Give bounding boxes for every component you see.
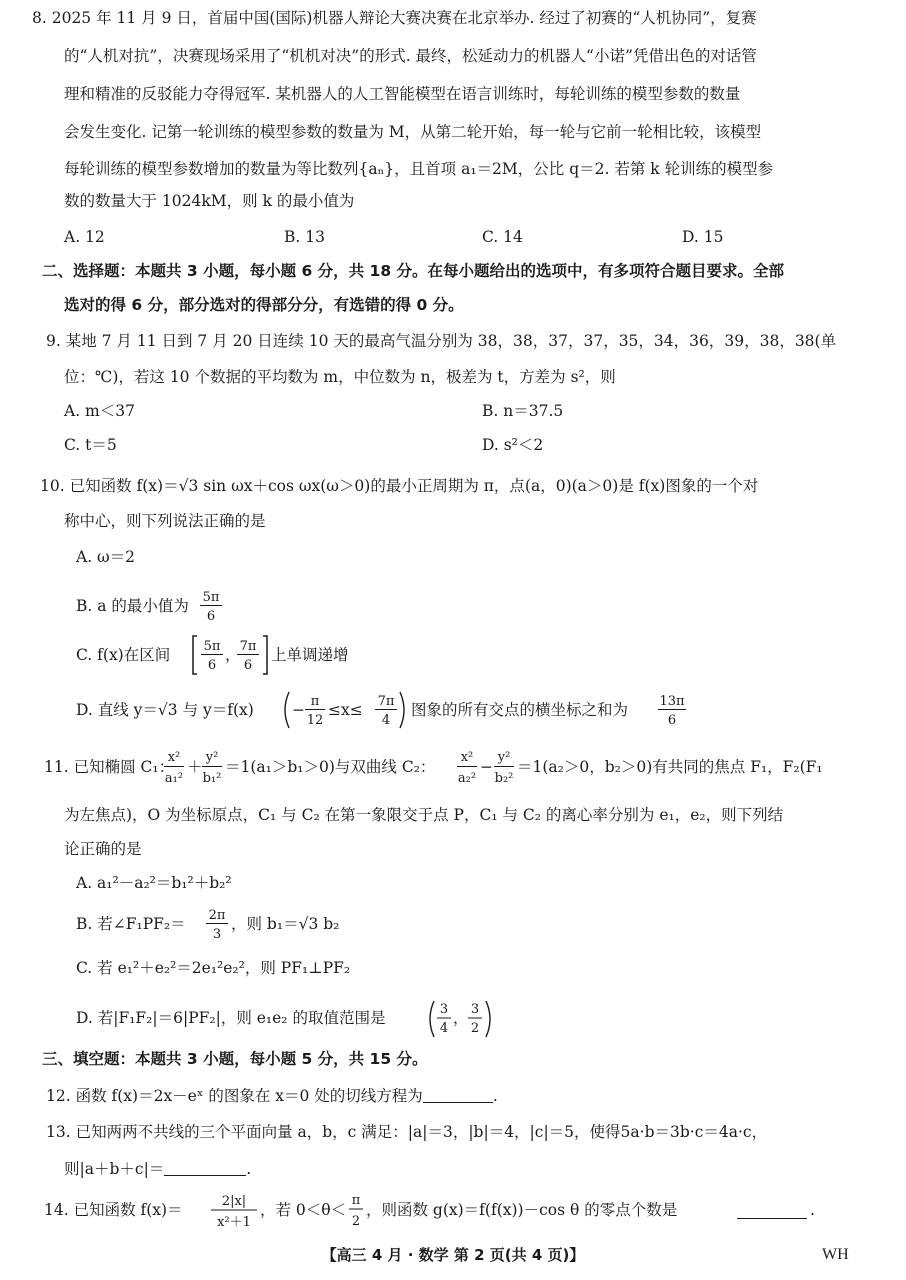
fraction-numerator: y² (205, 750, 219, 765)
q13-line: 13. 已知两两不共线的三个平面向量 a，b，c 满足：|a|＝3，|b|＝4，|c|＝5，使得5a·b＝3b·c＝4a·c， (46, 1123, 768, 1141)
page-footer: 【高三 4 月 · 数学 第 2 页(共 4 页)】 (321, 1246, 585, 1264)
q10c-suffix: 上单调递增 (271, 646, 349, 664)
q9-line: 位：℃)，若这 10 个数据的平均数为 m，中位数为 n，极差为 t，方差为 s²，则 (64, 368, 616, 386)
q10d-prefix: D. 直线 y＝√3 与 y＝f(x) (76, 701, 254, 719)
q11-option-b-math (76, 904, 396, 948)
q11-line (44, 746, 864, 796)
fraction-denominator: 2 (470, 1021, 480, 1036)
q14-mid: ，若 0＜θ＜ (260, 1201, 347, 1219)
fraction-numerator: 7π (239, 639, 257, 654)
q10-option-d (76, 688, 716, 738)
fraction-numerator: 5π (203, 639, 221, 654)
section-2-line: 选对的得 6 分，部分选对的得部分分，有选错的得 0 分。 (64, 296, 464, 314)
q11d-prefix: D. 若|F₁F₂|＝6|PF₂|，则 e₁e₂ 的取值范围是 (76, 1009, 386, 1027)
q11b-prefix: B. 若∠F₁PF₂＝ (76, 915, 186, 933)
q11-option-d (76, 997, 536, 1047)
q10d-minus: − (292, 701, 305, 719)
fraction-numerator: y² (497, 750, 511, 765)
fraction-numerator: 3 (470, 1002, 480, 1017)
q14-end: . (810, 1201, 815, 1219)
fraction-denominator: 4 (381, 713, 391, 728)
left-paren-icon (430, 1001, 434, 1037)
fraction-numerator: x² (460, 750, 474, 765)
q14-suffix: ，则函数 g(x)＝f(f(x))－cos θ 的零点个数是 (366, 1201, 678, 1219)
q10-option-b-math (76, 586, 376, 628)
q10-line: 称中心，则下列说法正确的是 (64, 512, 266, 530)
fraction-numerator: x² (167, 750, 181, 765)
q11b-suffix: ，则 b₁＝√3 b₂ (231, 915, 340, 933)
q13-line (64, 1158, 251, 1180)
q10c-separator: ， (225, 646, 241, 664)
q8-option-c: C. 14 (482, 228, 523, 246)
fraction-numerator: π (310, 694, 320, 709)
fraction-denominator: 12 (306, 713, 324, 728)
fraction-numerator: 5π (202, 590, 220, 605)
fraction-denominator: 6 (207, 658, 217, 673)
q11-option-a: A. a₁²－a₂²＝b₁²＋b₂² (76, 874, 232, 892)
q12-text: 12. 函数 f(x)＝2x－eˣ 的图象在 x＝0 处的切线方程为 (46, 1087, 423, 1105)
q10-option-c (76, 633, 396, 683)
fraction-denominator: 6 (206, 609, 216, 624)
q10-option-b (76, 586, 376, 632)
answer-blank[interactable] (164, 1159, 246, 1176)
q10d-inequality: ≤x≤ (328, 701, 363, 719)
right-paren-icon (486, 1001, 490, 1037)
q8-line: 会发生变化. 记第一轮训练的模型参数的数量为 M，从第二轮开始，每一轮与它前一轮相比较，该模型 (64, 123, 762, 141)
q9-option-d: D. s²＜2 (482, 436, 544, 454)
q11-option-b (76, 904, 396, 952)
q8-line: 的“人机对抗”，决赛现场采用了“机机对决”的形式. 最终，松延动力的机器人“小诺”凭借出色的对话管 (64, 47, 757, 65)
q8-line: 8. 2025 年 11 月 9 日，首届中国(国际)机器人辩论大赛决赛在北京举办. 经过了初赛的“人机协同”，复赛 (32, 9, 757, 27)
q13-text: 则|a＋b＋c|＝ (64, 1160, 165, 1178)
q10c-prefix: C. f(x)在区间 (76, 646, 171, 664)
q11-option-c: C. 若 e₁²＋e₂²＝2e₁²e₂²，则 PF₁⊥PF₂ (76, 959, 351, 977)
answer-blank[interactable] (423, 1086, 493, 1103)
fraction-numerator: 3 (439, 1002, 449, 1017)
q8-option-b: B. 13 (284, 228, 325, 246)
fraction-numerator: 7π (377, 694, 395, 709)
q11-line: 为左焦点)，O 为坐标原点，C₁ 与 C₂ 在第一象限交于点 P，C₁ 与 C₂ 的离心率分别为 e₁，e₂，则下列结 (64, 806, 784, 824)
fraction-denominator: b₂² (494, 771, 514, 786)
q10-option-a: A. ω＝2 (76, 548, 136, 566)
q8-option-d: D. 15 (682, 228, 724, 246)
fraction-numerator: 2π (208, 908, 226, 923)
fraction-denominator: 2 (351, 1214, 361, 1229)
fraction-denominator: a₂² (457, 771, 477, 786)
q11-prefix: 11. 已知椭圆 C₁： (44, 758, 175, 776)
section-3-heading: 三、填空题：本题共 3 小题，每小题 5 分，共 15 分。 (42, 1050, 428, 1068)
section-2-line: 二、选择题：本题共 3 小题，每小题 6 分，共 18 分。在每小题给出的选项中，有多项符合题目要求。全部 (42, 262, 785, 280)
q12-end: . (492, 1087, 498, 1105)
fraction-denominator: 4 (439, 1021, 449, 1036)
fraction-denominator: 6 (667, 713, 677, 728)
q10d-suffix: 图象的所有交点的横坐标之和为 (411, 701, 629, 719)
q10b-prefix: B. a 的最小值为 (76, 597, 189, 615)
q8-line: 理和精准的反驳能力夺得冠军. 某机器人的人工智能模型在语言训练时，每轮训练的模型参数的数量 (64, 85, 741, 103)
fraction-denominator: 6 (243, 658, 253, 673)
fraction-denominator: x²＋1 (217, 1215, 251, 1230)
fraction-numerator: 2|x| (221, 1194, 247, 1209)
q11-first-line-math (44, 746, 864, 792)
fraction-numerator: π (351, 1193, 361, 1208)
plus-sign: ＋ (187, 758, 203, 776)
q11d-separator: ， (453, 1009, 469, 1027)
left-paren-icon (285, 692, 289, 728)
q10-option-d-math (76, 688, 716, 734)
minus-sign: − (480, 758, 493, 776)
q10-line: 10. 已知函数 f(x)＝√3 sin ωx＋cos ωx(ω＞0)的最小正周期为 π，点(a，0)(a＞0)是 f(x)图象的一个对 (40, 477, 759, 495)
fraction-denominator: b₁² (202, 771, 222, 786)
q9-option-a: A. m＜37 (64, 402, 135, 420)
q8-line: 数的数量大于 1024kM，则 k 的最小值为 (64, 192, 355, 210)
q10-option-c-math (76, 633, 396, 679)
q9-line: 9. 某地 7 月 11 日到 7 月 20 日连续 10 天的最高气温分别为 38，38，37，37，35，34，36，39，38，38(单 (46, 332, 837, 350)
q9-option-c: C. t＝5 (64, 436, 117, 454)
q11-mid: ＝1(a₁＞b₁＞0)与双曲线 C₂： (225, 758, 436, 776)
q11-suffix: ＝1(a₂＞0，b₂＞0)有共同的焦点 F₁，F₂(F₁ (517, 758, 823, 776)
fraction-numerator: 13π (659, 694, 685, 709)
q13-end: . (246, 1160, 252, 1178)
question-14 (44, 1190, 844, 1240)
fraction-denominator: a₁² (164, 771, 184, 786)
q8-option-a: A. 12 (64, 228, 105, 246)
q14-prefix: 14. 已知函数 f(x)＝ (44, 1201, 183, 1219)
q9-option-b: B. n＝37.5 (482, 402, 564, 420)
right-bracket-icon (263, 636, 267, 674)
footer-code: WH (822, 1246, 849, 1263)
question-12 (46, 1085, 498, 1107)
q11-line: 论正确的是 (64, 840, 142, 858)
q8-line: 每轮训练的模型参数增加的数量为等比数列{aₙ}，且首项 a₁＝2M，公比 q＝2. 若第 k 轮训练的模型参 (64, 160, 774, 178)
fraction-denominator: 3 (212, 927, 222, 942)
left-bracket-icon (193, 636, 197, 674)
q11-option-d-math (76, 997, 536, 1043)
right-paren-icon (400, 692, 404, 728)
q14-math (44, 1190, 844, 1236)
